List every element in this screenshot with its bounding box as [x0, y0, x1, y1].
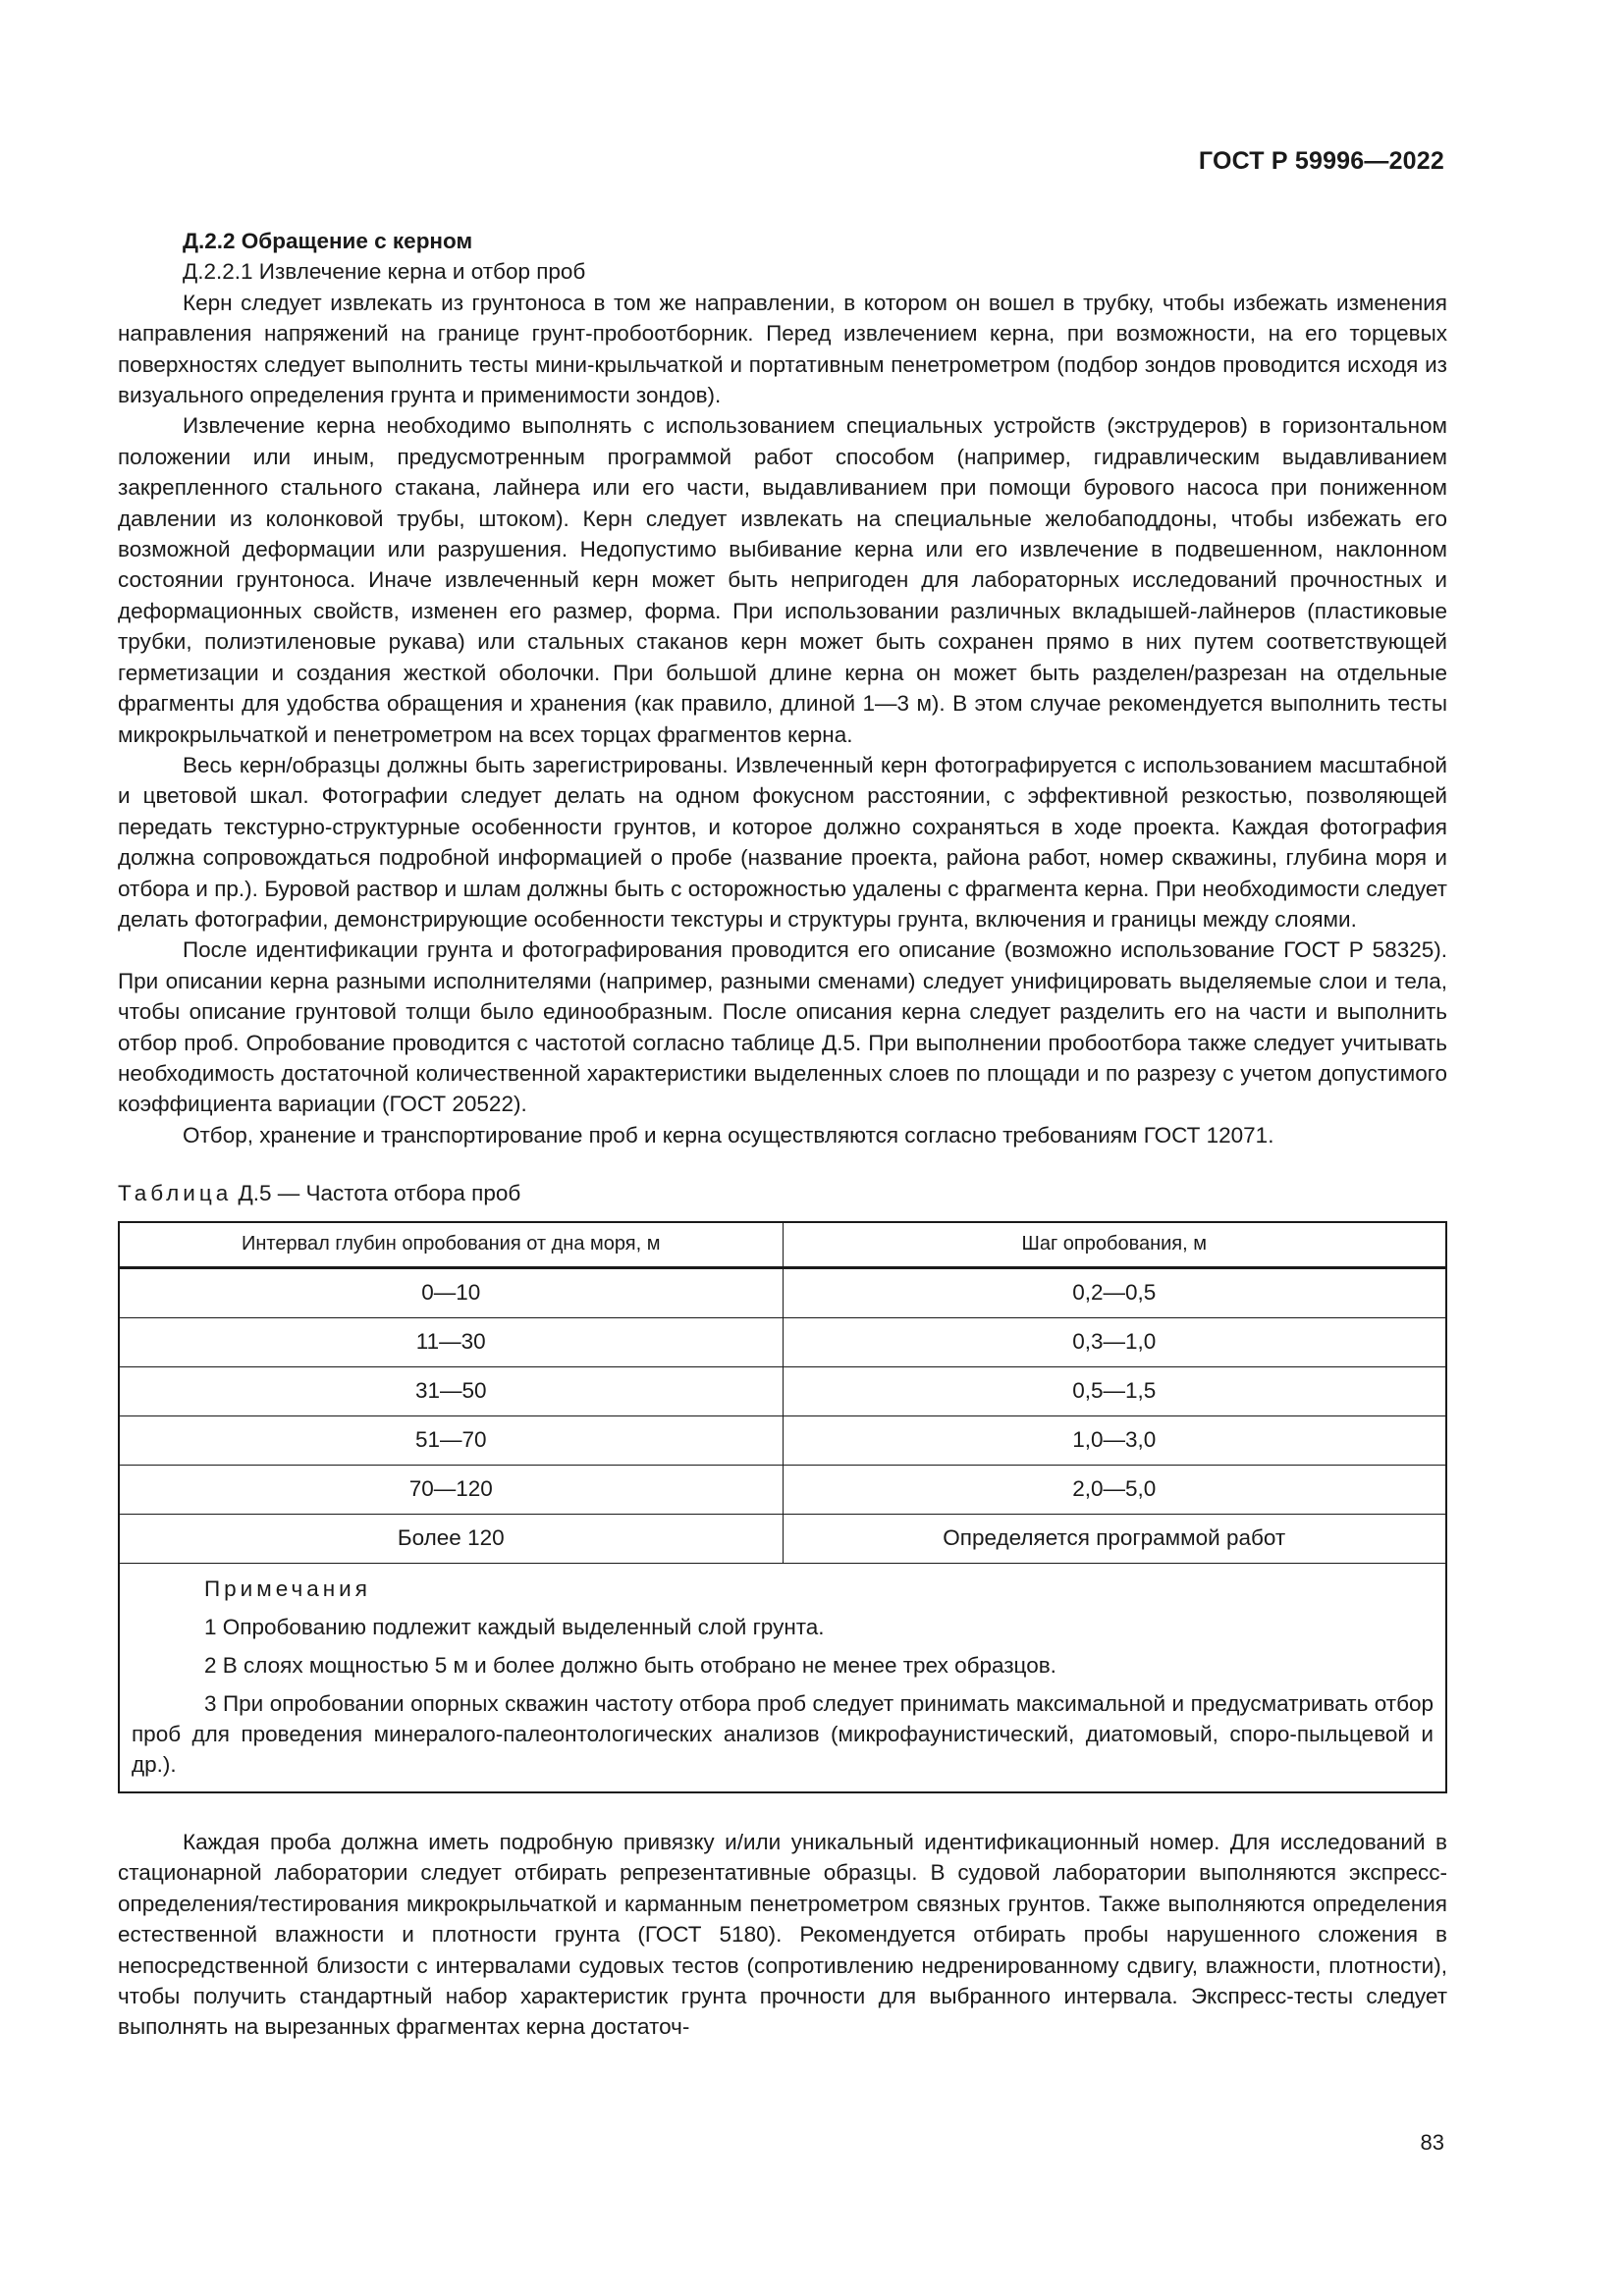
sampling-step-cell: Определяется программой работ	[783, 1514, 1446, 1563]
table-caption	[118, 1178, 1447, 1208]
sampling-step-cell: 0,2—0,5	[783, 1267, 1446, 1317]
paragraph: Весь керн/образцы должны быть зарегистрированы. Извлеченный керн фотографируется с использованием масштабной и цветовой шкал. Фотографии следует делать на одном фокусном расстоянии, с эффективной резкостью, позволяющей передать текстурно-структурные особенности грунтов, и которое должно сохраняться в ходе проекта. Каждая фотография должна сопровождаться подробной информацией о пробе (название проекта, района работ, номер скважины, глубина моря и отбора и пр.). Буровой раствор и шлам должны быть с осторожностью удалены с фрагмента керна. При необходимости следует делать фотографии, демонстрирующие особенности текстуры и структуры грунта, включения и границы между слоями.	[118, 752, 1447, 932]
depth-interval-cell: 11—30	[119, 1317, 783, 1366]
table-caption-label: Таблица	[118, 1181, 233, 1206]
paragraph: Извлечение керна необходимо выполнять с использованием специальных устройств (экструдеров) в горизонтальном положении или иным, предусмотренным программой работ способом (например, гидравлическим выдавливанием закрепленного стального стакана, лайнера или его части, выдавливанием при помощи бурового насоса при пониженном давлении из колонковой трубы, штоком). Керн следует извлекать на специальные желобаподдоны, чтобы избежать его возможной деформации или разрушения. Недопустимо выбивание керна или его извлечение в подвешенном, наклонном состоянии грунтоноса. Иначе извлеченный керн может быть непригоден для лабораторных исследований прочностных и деформационных свойств, изменен его размер, форма. При использовании различных вкладышей-лайнеров (пластиковые трубки, полиэтиленовые рукава) или стальных стаканов керн может быть сохранен прямо в них путем соответствующей герметизации и создания жесткой оболочки. При большой длине керна он может быть разделен/разрезан на отдельные фрагменты для удобства обращения и хранения (как правило, длиной 1—3 м). В этом случае рекомендуется выполнить тесты микрокрыльчаткой и пенетрометром на всех торцах фрагментов керна.	[118, 413, 1447, 747]
sampling-frequency-table	[118, 1221, 1447, 1793]
depth-interval-cell: 70—120	[119, 1465, 783, 1514]
column-header-sampling-step: Шаг опробования, м	[783, 1222, 1446, 1268]
page-content	[118, 226, 1447, 2043]
sampling-step-cell: 0,5—1,5	[783, 1366, 1446, 1415]
paragraph: После идентификации грунта и фотографирования проводится его описание (возможно использование ГОСТ Р 58325). При описании керна разными исполнителями (например, разными сменами) следует унифицировать выделяемые слои и тела, чтобы описание грунтовой толщи было единообразным. После описания керна следует разделить его на части и выполнить отбор проб. Опробование проводится с частотой согласно таблице Д.5. При выполнении пробоотбора также следует учитывать необходимость достаточной количественной характеристики выделенных слоев по площади и по разрезу с учетом допустимого коэффициента вариации (ГОСТ 20522).	[118, 937, 1447, 1117]
depth-interval-cell: 31—50	[119, 1366, 783, 1415]
table-row	[119, 1415, 1446, 1465]
page-number: 83	[1420, 2130, 1444, 2155]
paragraph: Отбор, хранение и транспортирование проб и керна осуществляются согласно требованиям ГОСТ 12071.	[183, 1122, 1274, 1148]
table-row	[119, 1267, 1446, 1317]
column-header-depth-interval: Интервал глубин опробования от дна моря, м	[119, 1222, 783, 1268]
table-note: 2 В слоях мощностью 5 м и более должно быть отобрано не менее трех образцов.	[204, 1653, 1056, 1678]
table-row	[119, 1366, 1446, 1415]
table-row	[119, 1317, 1446, 1366]
sampling-step-cell: 2,0—5,0	[783, 1465, 1446, 1514]
paragraph: Керн следует извлекать из грунтоноса в том же направлении, в котором он вошел в трубку, чтобы избежать изменения направления напряжений на границе грунт-пробоотборник. Перед извлечением керна, при возможности, на его торцевых поверхностях следует выполнить тесты мини-крыльчаткой и портативным пенетрометром (подбор зондов проводится исходя из визуального определения грунта и применимости зондов).	[118, 290, 1447, 408]
paragraph-after-table: Каждая проба должна иметь подробную привязку и/или уникальный идентификационный номер. Для исследований в стационарной лаборатории следует отбирать репрезентативные образцы. В судовой лаборатории выполняются экспресс-определения/тестирования микрокрыльчаткой и карманным пенетрометром связных грунтов. Также выполняются определения естественной влажности и плотности грунта (ГОСТ 5180). Рекомендуется отбирать пробы нарушенного сложения в непосредственной близости с интервалами судовых тестов (сопротивлению недренированному сдвигу, влажности, плотности), чтобы получить стандартный набор характеристик грунта прочности для выбранного интервала. Экспресс-тесты следует выполнять на вырезанных фрагментах керна достаточ-	[118, 1830, 1447, 2040]
depth-interval-cell: Более 120	[119, 1514, 783, 1563]
table-header-row	[119, 1222, 1446, 1268]
notes-heading: Примечания	[204, 1575, 371, 1601]
depth-interval-cell: 0—10	[119, 1267, 783, 1317]
table-row	[119, 1514, 1446, 1563]
table-note: 1 Опробованию подлежит каждый выделенный слой грунта.	[204, 1615, 825, 1639]
table-row	[119, 1465, 1446, 1514]
sampling-step-cell: 1,0—3,0	[783, 1415, 1446, 1465]
depth-interval-cell: 51—70	[119, 1415, 783, 1465]
standard-code-header: ГОСТ Р 59996—2022	[1198, 147, 1444, 175]
subsection-title: Д.2.2.1 Извлечение керна и отбор проб	[183, 259, 586, 285]
table-notes-row	[119, 1563, 1446, 1792]
table-note: 3 При опробовании опорных скважин частоту отбора проб следует принимать максимальной и предусматривать отбор проб для проведения минералого-палеонтологических анализов (микрофаунистический, диатомовый, споро-пыльцевой и др.).	[132, 1691, 1434, 1777]
table-caption-text: Д.5 — Частота отбора проб	[238, 1181, 521, 1206]
section-title: Д.2.2 Обращение с керном	[183, 229, 473, 253]
sampling-step-cell: 0,3—1,0	[783, 1317, 1446, 1366]
table-notes	[119, 1563, 1446, 1792]
